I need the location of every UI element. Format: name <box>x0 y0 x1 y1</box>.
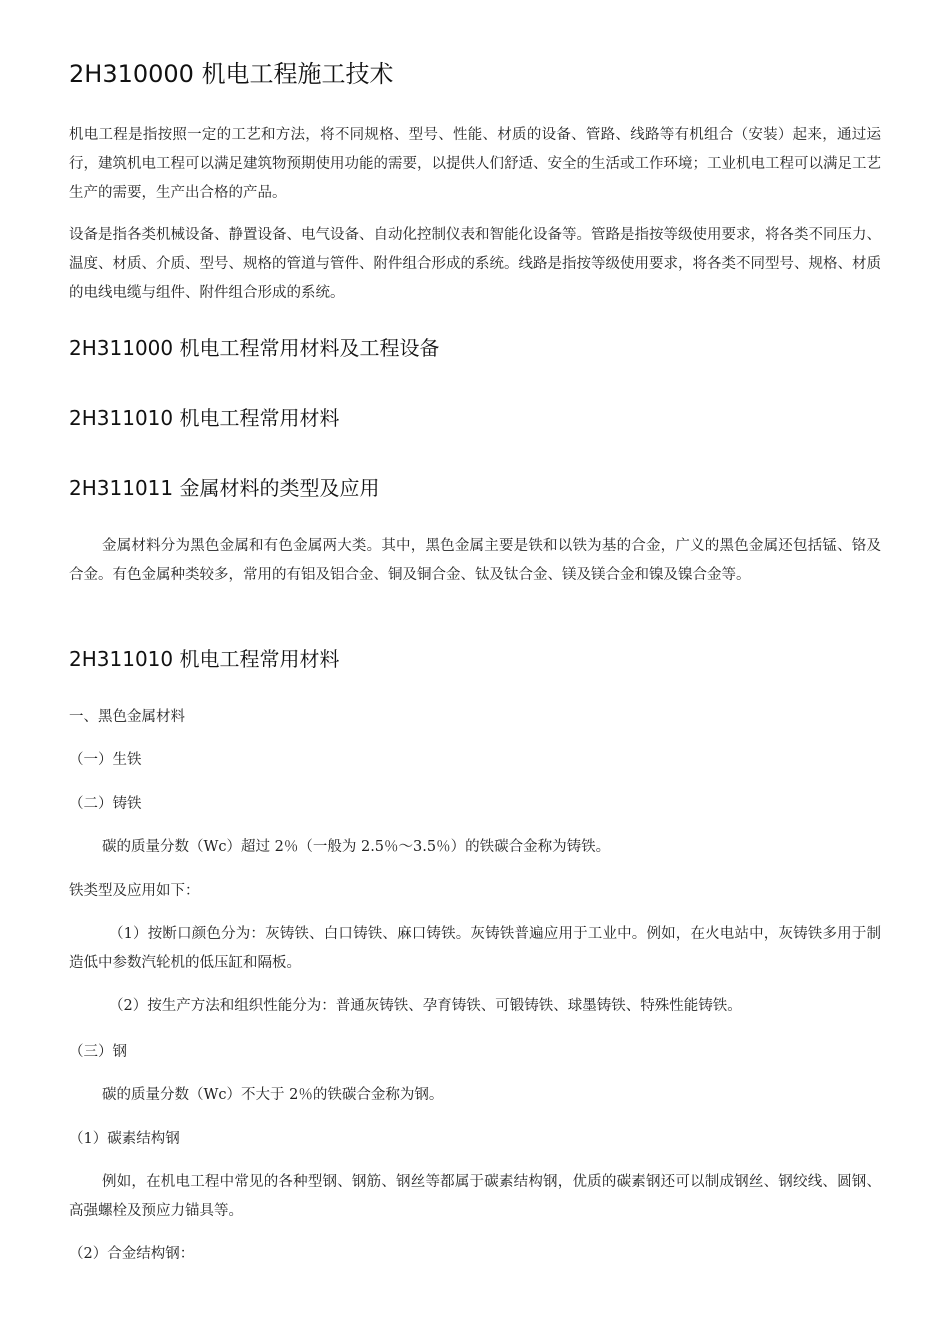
intro-paragraph-1: 机电工程是指按照一定的工艺和方法，将不同规格、型号、性能、材质的设备、管路、线路等有机组合（安装）起来，通过运行，建筑机电工程可以满足建筑物预期使用功能的需要，以提供人们舒适、安全的生活或工作环境；工业机电工程可以满足工艺生产的需要，生产出合格的产品。 <box>69 127 881 201</box>
intro-paragraph-2: 设备是指各类机械设备、静置设备、电气设备、自动化控制仪表和智能化设备等。管路是指按等级使用要求，将各类不同压力、温度、材质、介质、型号、规格的管道与管件、附件组合形成的系统。线路是指按等级使用要求，将各类不同型号、规格、材质的电线电缆与组件、附件组合形成的系统。 <box>69 227 881 301</box>
document-title: 2H310000 机电工程施工技术 <box>69 60 394 88</box>
subsection-pig-iron: （一）生铁 <box>69 752 142 768</box>
steel-type-2-heading: （2）合金结构钢： <box>69 1246 195 1262</box>
steel-type-1-heading: （1）碳素结构钢 <box>69 1131 180 1147</box>
cast-iron-types-intro: 铁类型及应用如下： <box>69 883 200 899</box>
cast-iron-type-2: （2）按生产方法和组织性能分为：普通灰铸铁、孕育铸铁、可锻铸铁、球墨铸铁、特殊性能铸铁。 <box>109 998 742 1014</box>
section-ferrous-metals: 一、黑色金属材料 <box>69 709 185 725</box>
cast-iron-definition: 碳的质量分数（Wc）超过 2％（一般为 2.5％～3.5％）的铁碳合金称为铸铁。 <box>102 839 611 855</box>
steel-definition: 碳的质量分数（Wc）不大于 2％的铁碳合金称为钢。 <box>102 1087 444 1103</box>
heading-2h311000: 2H311000 机电工程常用材料及工程设备 <box>69 336 440 360</box>
heading-2h311010: 2H311010 机电工程常用材料 <box>69 406 340 430</box>
cast-iron-type-1: （1）按断口颜色分为：灰铸铁、白口铸铁、麻口铸铁。灰铸铁普遍应用于工业中。例如，在火电站中，灰铸铁多用于制造低中参数汽轮机的低压缸和隔板。 <box>69 926 881 971</box>
metal-intro-paragraph: 金属材料分为黑色金属和有色金属两大类。其中，黑色金属主要是铁和以铁为基的合金，广义的黑色金属还包括锰、铬及合金。有色金属种类较多，常用的有铝及铝合金、铜及铜合金、钛及钛合金、镁及镁合金和镍及镍合金等。 <box>69 538 881 583</box>
steel-type-1-description: 例如，在机电工程中常见的各种型钢、钢筋、钢丝等都属于碳素结构钢，优质的碳素钢还可以制成钢丝、钢绞线、圆钢、高强螺栓及预应力锚具等。 <box>69 1174 881 1219</box>
subsection-cast-iron: （二）铸铁 <box>69 796 142 812</box>
subsection-steel: （三）钢 <box>69 1044 127 1060</box>
heading-2h311010-repeat: 2H311010 机电工程常用材料 <box>69 647 340 671</box>
heading-2h311011: 2H311011 金属材料的类型及应用 <box>69 476 380 500</box>
